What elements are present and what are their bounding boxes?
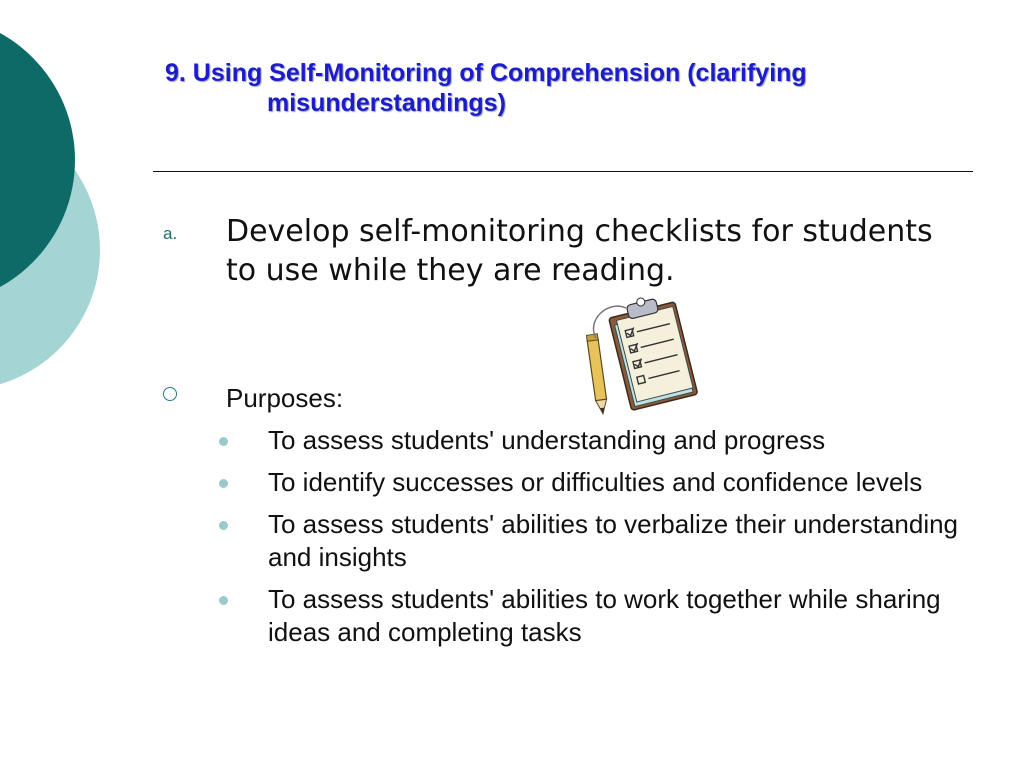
slide-title-line1: 9. Using Self-Monitoring of Comprehension (clarifying <box>165 59 807 87</box>
list-item-text: To identify successes or difficulties and confidence levels <box>268 467 923 497</box>
hollow-circle-bullet-icon <box>163 387 177 401</box>
dot-bullet-icon <box>219 521 228 530</box>
list-item-text: To assess students' understanding and progress <box>268 425 826 455</box>
list-item-text: To assess students' abilities to work together while sharing ideas and completing tasks <box>268 584 941 647</box>
list-item-text: To assess students' abilities to verbalize their understanding and insights <box>268 509 959 572</box>
list-item <box>216 424 976 457</box>
clipboard-checklist-icon <box>578 290 698 420</box>
list-item <box>216 466 976 499</box>
purposes-list <box>216 424 976 658</box>
item-a-text: Develop self-monitoring checklists for students to use while they are reading. <box>226 214 933 288</box>
slide-title <box>165 58 945 118</box>
dot-bullet-icon <box>219 437 228 446</box>
dot-bullet-icon <box>219 479 228 488</box>
list-item <box>216 583 976 649</box>
title-divider <box>153 171 973 172</box>
purposes-heading: Purposes: <box>226 383 344 413</box>
dot-bullet-icon <box>219 596 228 605</box>
list-item <box>216 508 976 574</box>
item-a-marker: a. <box>163 224 178 243</box>
slide-title-line2: misunderstandings) <box>267 89 506 117</box>
decorative-circles <box>0 0 110 420</box>
